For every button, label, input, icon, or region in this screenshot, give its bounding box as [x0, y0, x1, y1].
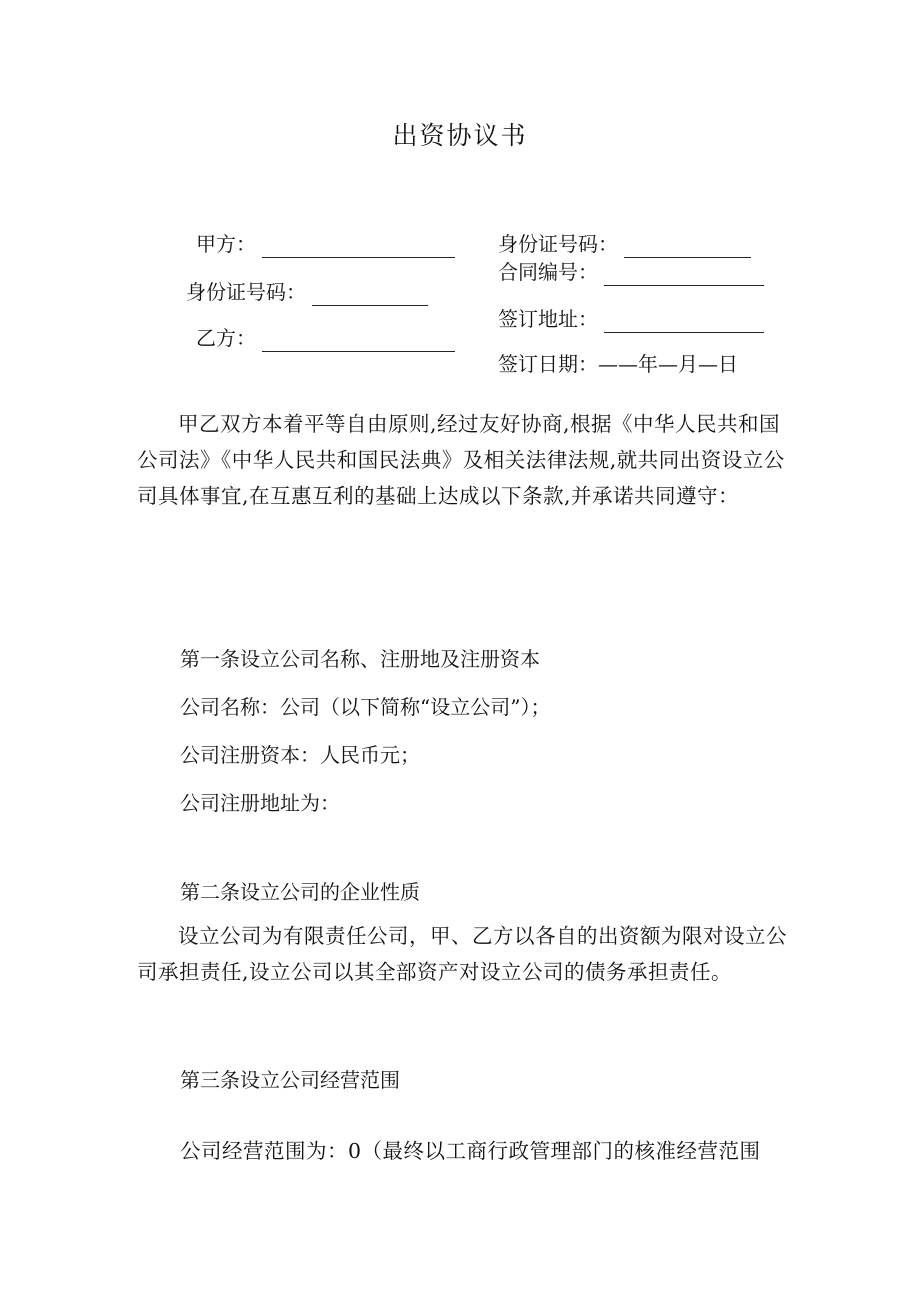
document-title: 出资协议书 — [392, 121, 528, 150]
contract-number-label: 合同编号： — [498, 260, 598, 284]
id-number-blank-right — [624, 237, 751, 258]
article-1-registered-capital: 公司注册资本：人民币元； — [180, 743, 420, 767]
intro-paragraph: 甲乙双方本着平等自由原则,经过友好协商,根据《中华人民共和国公司法》《中华人民共和国民法典》及相关法律法规,就共同出资设立公司具体事宜,在互惠互利的基础上达成以下条款,并承诺共同遵守： — [137, 412, 785, 508]
id-number-blank-left — [312, 285, 428, 306]
article-1-registered-address: 公司注册地址为： — [180, 791, 340, 815]
article-3-heading: 第三条设立公司经营范围 — [180, 1068, 400, 1092]
id-number-label-left: 身份证号码： — [186, 280, 306, 304]
article-2-text: 设立公司为有限责任公司，甲、乙方以各自的出资额为限对设立公司承担责任,设立公司以其全部资产对设立公司的债务承担责任。 — [137, 924, 787, 984]
party-a-label: 甲方： — [196, 232, 256, 256]
signing-address-blank — [604, 312, 764, 333]
article-3-text: 公司经营范围为：0（最终以工商行政管理部门的核准经营范围 — [180, 1139, 761, 1163]
article-2-heading: 第二条设立公司的企业性质 — [180, 880, 420, 904]
party-a-blank — [262, 237, 455, 258]
party-b-field — [196, 324, 455, 352]
party-a-field — [196, 230, 455, 258]
id-number-label-right: 身份证号码： — [498, 232, 618, 256]
signing-address-field — [498, 305, 764, 333]
signing-address-label: 签订地址： — [498, 307, 598, 331]
article-1-heading: 第一条设立公司名称、注册地及注册资本 — [180, 647, 540, 671]
contract-number-field — [498, 258, 764, 286]
id-number-field-right — [498, 230, 751, 258]
party-b-blank — [262, 331, 455, 352]
party-b-label: 乙方： — [196, 326, 256, 350]
id-number-field-left — [186, 278, 428, 306]
contract-number-blank — [604, 265, 764, 286]
article-1-company-name: 公司名称：公司（以下简称“设立公司”）； — [180, 695, 551, 719]
signing-date-text: 签订日期：——年—月—日 — [498, 352, 738, 376]
signing-date-field — [498, 350, 738, 378]
